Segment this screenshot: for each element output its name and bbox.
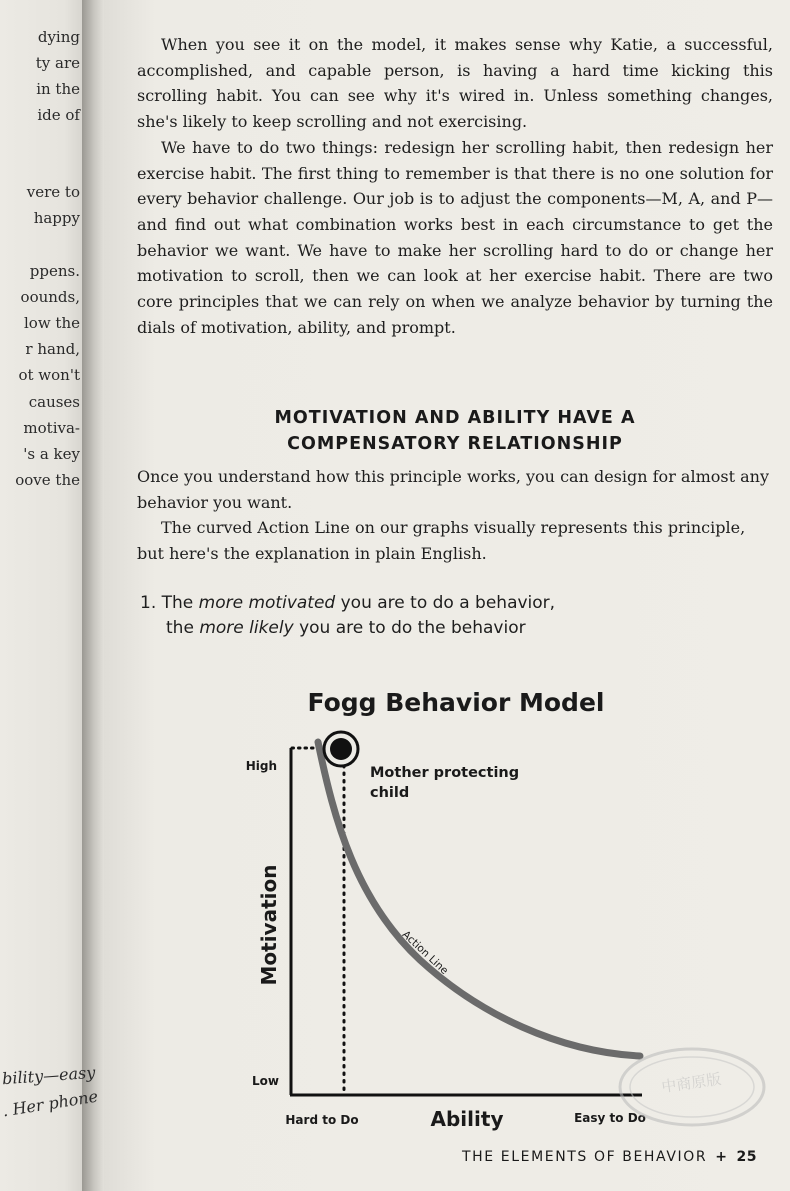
left-page-fragment: dying <box>37 28 80 46</box>
y-tick-label: Low <box>252 1074 279 1088</box>
left-page-fragment: in the <box>36 80 80 98</box>
left-page-fragment: r hand, <box>25 340 80 358</box>
paragraph: When you see it on the model, it makes sense why Katie, a successful, accomplished, and capable person, is having a hard time kicking this scrolling habit. You can see why it's wired in. Unless something changes, she's likely to keep scrolling and not exercising. <box>137 35 773 132</box>
seller-stamp <box>600 1042 770 1132</box>
x-tick-label: Easy to Do <box>574 1111 646 1125</box>
annotation-label: Mother protecting <box>370 765 520 781</box>
annotation-label: child <box>370 785 410 801</box>
left-page-fragment: happy <box>33 209 80 227</box>
left-page-fragment: ide of <box>37 106 80 124</box>
action-line-curve <box>318 742 640 1056</box>
annotation-marker <box>330 738 352 760</box>
y-axis-label: Motivation <box>257 864 281 986</box>
section-heading-line: MOTIVATION AND ABILITY HAVE A <box>274 408 636 428</box>
left-page-fragment: ty are <box>35 54 80 72</box>
list-text: you are to do a behavior, <box>335 593 556 613</box>
left-page-fragment: oounds, <box>20 288 80 306</box>
list-text: the <box>166 618 200 638</box>
left-page-fragment: vere to <box>26 183 80 201</box>
left-page-fragment: ppens. <box>29 262 80 280</box>
left-page-fragment: causes <box>28 393 80 411</box>
left-page-fragment: motiva- <box>23 419 80 437</box>
paragraph: We have to do two things: redesign her scrolling habit, then redesign her exercise habit. The first thing to remember is that there is no one solution for every behavior challenge. Our job is to adjust the components—M, A, and P—and find out what combination works best in each circumstance to get the behavior we want. We have to make her scrolling hard to do or change her motivation to scroll, then we can look at her exercise habit. There are two core principles that we can rely on when we analyze behavior by turning the dials of motivation, ability, and prompt. <box>137 137 773 337</box>
list-emphasis: more likely <box>199 618 294 638</box>
x-tick-label: Hard to Do <box>285 1113 359 1127</box>
action-line-label: Action Line <box>399 928 451 978</box>
left-page-fragment: bility—easy <box>1 1062 96 1089</box>
paragraph: The curved Action Line on our graphs visually represents this principle, but here's the explanation in plain English. <box>137 518 746 564</box>
chart-title: Fogg Behavior Model <box>307 688 605 717</box>
left-page-fragment: low the <box>23 314 80 332</box>
x-axis-label: Ability <box>430 1107 504 1131</box>
running-head: THE ELEMENTS OF BEHAVIOR <box>462 1149 708 1165</box>
section-heading-line: COMPENSATORY RELATIONSHIP <box>287 434 623 454</box>
paragraph: Once you understand how this principle works, you can design for almost any behavior you want. <box>137 467 769 512</box>
page-footer <box>462 1149 782 1165</box>
list-text: 1. The <box>140 593 199 613</box>
left-page-fragment: oove the <box>15 471 80 489</box>
left-page-fragment: . Her phone <box>1 1086 100 1121</box>
list-text: you are to do the behavior <box>293 618 526 638</box>
y-tick-label: High <box>245 759 277 773</box>
page-number: 25 <box>736 1149 758 1165</box>
footer-separator: + <box>715 1149 729 1165</box>
stamp-text: 中商原版 <box>660 1069 723 1097</box>
left-page-fragment: ot won't <box>18 366 80 384</box>
list-emphasis: more motivated <box>198 593 336 613</box>
left-page-fragment: 's a key <box>23 445 80 463</box>
